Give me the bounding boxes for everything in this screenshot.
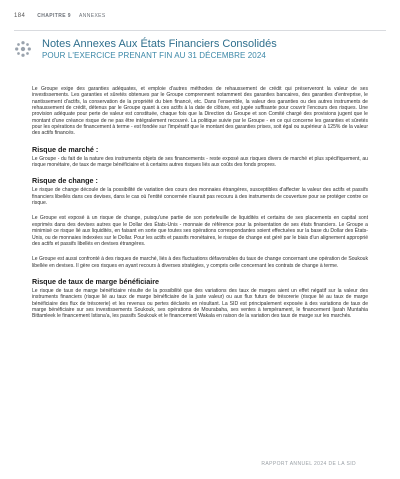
page-title: Notes Annexes Aux États Financiers Consolidés xyxy=(42,38,277,50)
profit-rate-risk-paragraph: Le risque de taux de marge bénéficiaire résulte de la possibilité que des variations des taux de marges aient un effet négatif sur la valeur des instruments financiers (risque lié au taux de marge bénéficiaire de la juste valeur) ou aux flux futurs de trésorerie (risque lié au taux de marge bénéficiaire des flux de trésorerie) et les revenus ou pertes déclarés en résultant. La SID est principalement exposée à des variations de taux de marge bénéficiaire sur ses investissements Soukouk, ses opérations de Mourabaha, ses ventes à tempérament, le financement Ijarah Muntahia Bittamleek le financement Istisna'a, les passifs Soukouk et le financement Wakala en raison de la variation des taux de marge sur les marchés. xyxy=(32,287,368,320)
intro-paragraph: Le Groupe exige des garanties adéquates, et emploie d'autres méthodes de rehaussement de crédit qui préserveront la valeur de ses investissements. Les garanties et sûretés obtenues par le Groupe comprennent notamment des garanties bancaires, des garanties d'entreprise, le nantissement d'actifs, la conservation de la propriété du bien financé, etc. Dans l'ensemble, la valeur des garanties ou des autres instruments de rehaussement de crédit, détenus par le Groupe quant à ces actifs à la date de clôture, est jugée suffisante pour couvrir l'encours des risques. Une provision adéquate pour perte de valeur est constituée, chaque fois que la Direction du Groupe et son Comité chargé des provisions jugent que le montant d'une créance risque de ne pas être intégralement recouvré. La politique suivie par le Groupe - en ce qui concerne les garanties et sûretés pour les opérations de financement à terme - est fondée sur l'impératif que le montant des garanties prises, soit égal ou supérieur à 125% de la valeur des actifs financés. xyxy=(32,86,368,137)
fx-risk-heading: Risque de change : xyxy=(32,176,98,186)
fx-risk-paragraph-2: Le Groupe est exposé à un risque de change, puisqu'une partie de son portefeuille de liquidités et certains de ses placements en capital sont exprimés dans des devises autres que le Dollar des États-Unis - monnaie de référence pour la présentation de ses états financiers. Le Groupe a minimisé ce risque lié aux liquidités, en faisant en sorte que toutes ses opérations correspondantes soient effectuées sur la base du Dollar des États-Unis, ou de monnaies indexées sur le Dollar. Pour les actifs et passifs monétaires, le risque de change est géré par le biais d'un alignement approprié des actifs et passifs libellés en devises étrangères. xyxy=(32,215,368,247)
fx-risk-paragraph-1: Le risque de change découle de la possibilité de variation des cours des monnaies étrangères, susceptibles d'affecter la valeur des actifs et passifs financiers libellés dans ces devises, dans le cas où l'entité concernée n'aurait pas recouru à des instruments de couverture pour se protéger contre ce risque. xyxy=(32,187,368,207)
page-header xyxy=(14,38,386,68)
header-divider xyxy=(14,30,386,31)
section-label: ANNEXES xyxy=(78,13,106,19)
page-subtitle: POUR L'EXERCICE PRENANT FIN AU 31 DÉCEMBRE 2024 xyxy=(42,51,266,60)
market-risk-heading: Risque de marché : xyxy=(32,144,99,154)
brand-logo-icon xyxy=(14,40,32,58)
fx-risk-paragraph-3: Le Groupe est aussi confronté à des risques de marché, liés à des fluctuations défavorables du taux de change concernant une opération de Soukouk libellée en devises. Il gère ces risques en ayant recours à diverses stratégies, y compris celle concernant les contrats de change à terme. xyxy=(32,256,368,269)
chapter-label: CHAPITRE 9 xyxy=(37,13,71,19)
page-number: 184 xyxy=(14,13,26,19)
document-body xyxy=(32,86,368,329)
page-footer: RAPPORT ANNUEL 2024 DE LA SID xyxy=(261,461,356,467)
market-risk-paragraph: Le Groupe - du fait de la nature des instruments objets de ses financements - reste exposé aux risques divers de marché et plus spécifiquement, au risque monétaire, de taux de marge bénéficiaire et à certains autres risques liés aux coûts des fonds propres. xyxy=(32,155,368,169)
profit-rate-risk-heading: Risque de taux de marge bénéficiaire xyxy=(32,276,160,286)
running-header xyxy=(0,0,400,32)
